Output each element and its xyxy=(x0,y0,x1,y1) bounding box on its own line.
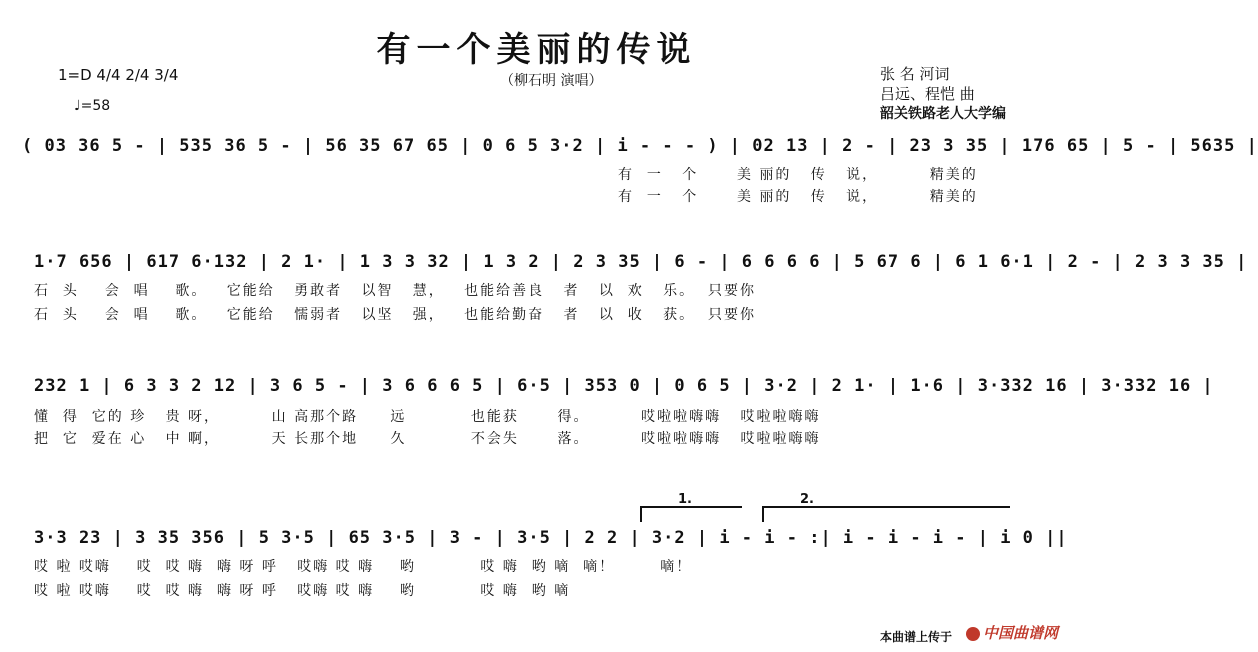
lyrics-row-2-verse-2: 石 头 会 唱 歌。 它能给 懦弱者 以坚 强， 也能给勤奋 者 以 收 获。 只要你 xyxy=(34,307,757,323)
site-logo[interactable] xyxy=(966,622,1058,643)
notation-row-3: 232 1 | 6 3 3 2 12 | 3 6 5 - | 3 6 6 6 5 | 6·5 | 353 0 | 0 6 5 | 3·2 | 2 1· | 1·6 | 3·332 16 | 3·332 16 | xyxy=(34,376,1214,396)
lyricist: 张 名 河词 xyxy=(880,65,950,83)
tempo-marking: ♩=58 xyxy=(74,98,111,114)
notation-row-2: 1·7 656 | 617 6·132 | 2 1· | 1 3 3 32 | 1 3 2 | 2 3 35 | 6 - | 6 6 6 6 | 5 67 6 | 6 1 6·1 | 2 - | 2 3 3 35 | xyxy=(34,252,1248,272)
composer: 吕远、程恺 曲 xyxy=(880,85,975,103)
performer-subtitle: （柳石明 演唱） xyxy=(500,73,603,89)
lyrics-row-4-verse-1: 哎 啦 哎嗨 哎 哎 嗨 嗨 呀 呼 哎嗨 哎 嗨 哟 哎 嗨 哟 嘀 嘀！ 嘀！ xyxy=(34,559,693,575)
volta-bracket-1 xyxy=(640,492,742,522)
logo-icon xyxy=(966,627,980,641)
arranger: 韶关铁路老人大学编 xyxy=(880,106,1006,122)
volta-label-1: 1. xyxy=(678,492,692,507)
lyrics-row-1-verse-1: 有 一 个 美 丽的 传 说， 精美的 xyxy=(618,167,978,183)
upload-note: 本曲谱上传于 xyxy=(880,630,953,644)
lyrics-row-2-verse-1: 石 头 会 唱 歌。 它能给 勇敢者 以智 慧， 也能给善良 者 以 欢 乐。 只要你 xyxy=(34,283,757,299)
lyrics-row-3-verse-1: 懂 得 它的 珍 贵 呀， 山 高那个路 远 也能获 得。 哎啦啦嗨嗨 哎啦啦嗨嗨 xyxy=(34,409,821,425)
site-name: 中国曲谱网 xyxy=(983,624,1059,642)
lyrics-row-4-verse-2: 哎 啦 哎嗨 哎 哎 嗨 嗨 呀 呼 哎嗨 哎 嗨 哟 哎 嗨 哟 嘀 xyxy=(34,583,571,599)
key-signature: 1=D 4/4 2/4 3/4 xyxy=(58,66,179,84)
lyrics-row-3-verse-2: 把 它 爱在 心 中 啊， 天 长那个地 久 不会失 落。 哎啦啦嗨嗨 哎啦啦嗨嗨 xyxy=(34,431,821,447)
song-title: 有一个美丽的传说 xyxy=(376,30,697,70)
volta-label-2: 2. xyxy=(800,492,814,507)
volta-bracket-2 xyxy=(762,492,1010,522)
notation-row-4: 3·3 23 | 3 35 356 | 5 3·5 | 65 3·5 | 3 - | 3·5 | 2 2 | 3·2 | i - i - :| i - i - i - | i 0 || xyxy=(34,528,1068,548)
credits xyxy=(880,64,1006,124)
notation-row-1: ( 03 36 5 - | 535 36 5 - | 56 35 67 65 | 0 6 5 3·2 | i - - - ) | 02 13 | 2 - | 23 3 35 | 176 65 | 5 - | 5635 | xyxy=(22,136,1258,156)
lyrics-row-1-verse-2: 有 一 个 美 丽的 传 说， 精美的 xyxy=(618,189,978,205)
